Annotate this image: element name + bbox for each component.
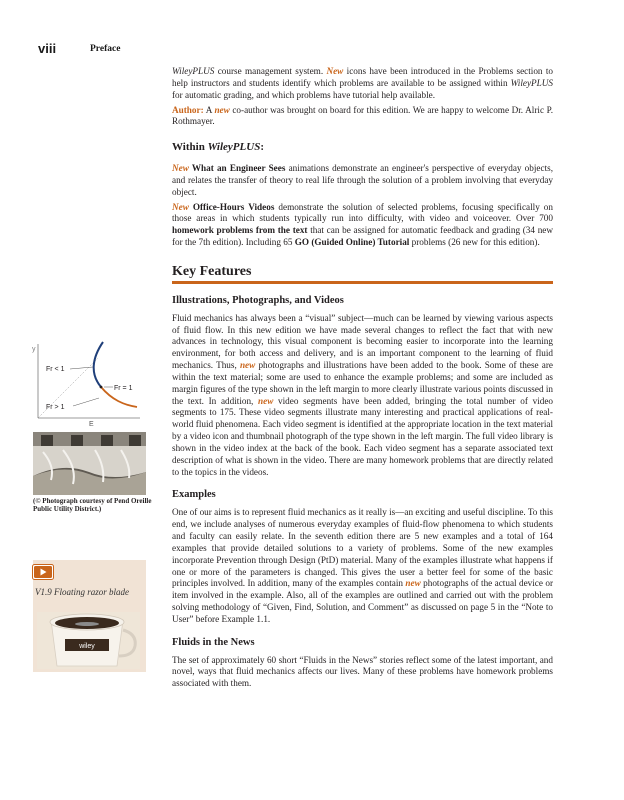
within-paragraph-2 (172, 202, 553, 249)
x-axis-label: E (89, 421, 94, 428)
section-rule (172, 281, 553, 284)
intro-paragraph-2 (172, 105, 553, 129)
froude-less-than-one-label: Fr < 1 (46, 366, 65, 373)
photo-credit: (© Photograph courtesy of Pend Oreille Public Utility District.) (33, 497, 152, 514)
text-run: photographs of the actual device or item involved in the example. Also, all of the examples are outlined and carried out with the problem solving methodology of “Given, Find, Solution, and Comment” as discussed on page 5 in the “Note to User” before Example 1.1. (172, 578, 554, 624)
new-marker: New (172, 163, 189, 174)
coffee-cup-svg (37, 612, 140, 669)
within-wileyplus-heading (172, 142, 553, 154)
y-axis-label: y (32, 346, 36, 353)
video-thumbnail-photo[interactable] (37, 612, 140, 669)
illustrations-heading: Illustrations, Photographs, and Videos (172, 294, 344, 306)
dam-pier (129, 435, 141, 447)
specific-energy-figure (28, 340, 158, 435)
text-run: for automatic grading, and which problems have tutorial help available. (172, 89, 436, 100)
leader-line (70, 367, 93, 369)
new-marker: New (172, 201, 189, 212)
dam-photograph (33, 432, 146, 495)
intro-paragraph-1 (172, 66, 553, 102)
dam-pier (41, 435, 53, 447)
main-text-column (172, 66, 553, 690)
bold-term: Office-Hours Videos (188, 201, 275, 212)
text-run: animations demonstrate an engineer's perspective of everyday objects, and relates the transfer of theory to real life through the solution of a problem involving that everyday object. (172, 163, 553, 197)
text-run: video segments have been added, bringing the total number of video segments to 175. These video segments illustrate many interesting and practical applications of real-world fluid phenomena. Each video segment is identified at the appropriate location in the text material by a video icon and thumbnail photograph of the type shown in the left margin. The full video library is shown in the video index at the back of the book. Each video segment has a separate associated text description of what is shown in the video. There are many homework problems that are directly related to the topics in the videos. (172, 395, 554, 477)
text-run: co-author was brought on board for this edition. We are happy to welcome Dr. Alric P. Rothmayer. (172, 104, 554, 127)
author-label: Author: (172, 104, 204, 115)
text-run: demonstrate the solution of selected problems, focusing specifically on those areas in which students typically run into difficulty, with video and voiceover. Over 700 (172, 201, 553, 224)
new-marker: new (405, 578, 421, 589)
wileyplus-term: WileyPLUS (172, 66, 215, 76)
key-features-heading: Key Features (172, 263, 252, 279)
dam-photo-svg (33, 432, 146, 495)
fluids-in-news-paragraph: The set of approximately 60 short “Fluids in the News” stories reflect some of the latest important, and novel, ways that fluid mechanics affects our lives. Many of these problems have homework problems associated with them. (172, 654, 553, 689)
leader-line (73, 398, 99, 406)
new-marker: new (214, 104, 230, 115)
froude-greater-than-one-label: Fr > 1 (46, 404, 65, 411)
fluids-in-news-heading: Fluids in the News (172, 636, 255, 648)
page-number: viii (38, 41, 57, 56)
cup-label-text: wiley (79, 643, 95, 650)
bold-term: GO (Guided Online) Tutorial (294, 237, 410, 248)
heading-text: : (260, 141, 264, 154)
new-marker: new (239, 360, 256, 371)
text-run: course management system. (214, 66, 327, 76)
play-video-icon[interactable] (32, 564, 54, 580)
new-marker: new (258, 395, 274, 406)
specific-energy-svg (28, 340, 158, 435)
text-run: photographs and illustrations have been added to the book. Some of these are within the text material; some are used to enhance the example problems; and some are included as margin figures of the type shown in the left margin to more clearly illustrate various points discussed in the text. In addition, (172, 360, 553, 406)
wileyplus-term: WileyPLUS (510, 77, 553, 88)
examples-heading: Examples (172, 489, 216, 501)
running-head: Preface (90, 44, 121, 54)
floating-razor-blade (75, 622, 99, 626)
heading-text: WileyPLUS (207, 141, 261, 154)
text-run: Fluid mechanics has always been a “visual” subject—much can be learned by viewing various aspects of fluid flow. In this new edition we have made several changes to reflect the fact that with new advances in technology, this visual component is becoming easier to incorporate into the learning environment, for both access and delivery, and is an important component to the learning of fluid mechanics. Thus, (172, 312, 553, 371)
video-caption: V1.9 Floating razor blade (35, 587, 129, 597)
illustrations-paragraph (172, 313, 553, 479)
text-run: One of our aims is to represent fluid mechanics as it really is—an exciting and useful discipline. To this end, we include analyses of numerous everyday examples of fluid-flow phenomena to which students and faculty can easily relate. In the seventh edition there are 5 new examples and a total of 164 examples that provide detailed solutions to a variety of problems. Some of the new examples incorporate Prevention through Design (PtD) material. Many of the examples illustrate what happens if one or more of the parameters is changed. This gives the user a better feel for some of the basic principles involved. In addition, many of the examples contain (172, 507, 553, 589)
text-run: that can be assigned for automatic feedback and grading (34 new for the 7th edition). Including 65 (172, 225, 554, 248)
bold-term: What an Engineer Sees (188, 163, 286, 174)
heading-text: Within (172, 141, 208, 154)
text-run: icons have been introduced in the Problems section to help instructors and students identify which problems are available to be assigned within (172, 66, 554, 88)
bold-term: homework problems from the text (172, 225, 308, 236)
within-paragraph-1 (172, 163, 553, 199)
text-run: A (203, 104, 215, 115)
text-run: problems (26 new for this edition). (409, 237, 540, 248)
subcritical-curve (94, 342, 103, 387)
new-marker: New (326, 66, 344, 76)
dam-pier (101, 435, 113, 447)
examples-paragraph (172, 507, 553, 625)
dam-pier (71, 435, 83, 447)
froude-equals-one-label: Fr = 1 (114, 385, 133, 392)
critical-point (100, 386, 103, 389)
